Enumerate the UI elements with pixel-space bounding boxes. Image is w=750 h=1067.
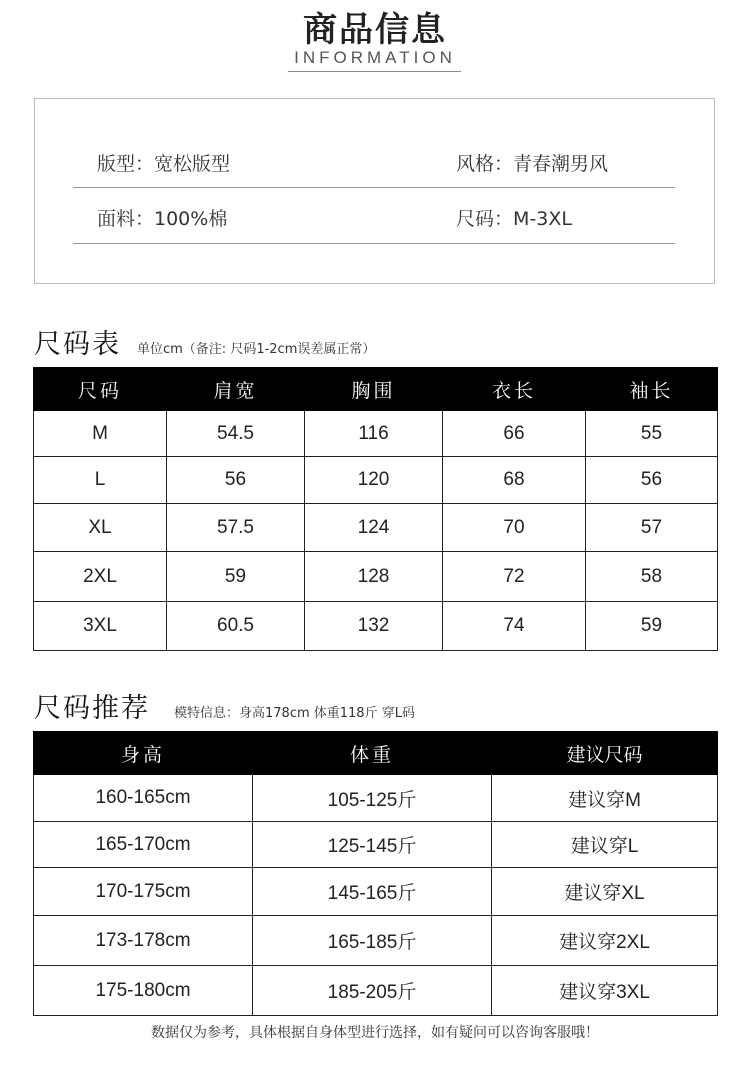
- table-cell: 170-175cm: [34, 868, 253, 916]
- table-cell: 125-145斤: [253, 822, 492, 868]
- table-cell: M: [34, 411, 167, 457]
- table-cell: 74: [443, 602, 586, 651]
- table-row: [34, 552, 718, 602]
- info-fabric: 面料：100%棉: [97, 208, 228, 230]
- page-subtitle: INFORMATION: [294, 48, 456, 67]
- table-row: [34, 602, 718, 651]
- table-row: [34, 411, 718, 457]
- table-cell: 165-185斤: [253, 916, 492, 966]
- model-info-note: 模特信息：身高178cm 体重118斤 穿L码: [174, 706, 415, 721]
- table-cell: 124: [305, 504, 443, 552]
- table-cell: 145-165斤: [253, 868, 492, 916]
- table-cell: 56: [586, 457, 718, 504]
- table-cell: 建议穿XL: [492, 868, 718, 916]
- table-cell: 建议穿L: [492, 822, 718, 868]
- table-cell: 68: [443, 457, 586, 504]
- column-header: 尺码: [34, 368, 167, 411]
- size-recommend-title: 尺码推荐: [34, 693, 150, 724]
- table-cell: 165-170cm: [34, 822, 253, 868]
- table-cell: 54.5: [167, 411, 305, 457]
- table-row: [34, 966, 718, 1016]
- table-cell: 72: [443, 552, 586, 602]
- table-cell: XL: [34, 504, 167, 552]
- info-divider: [73, 243, 675, 244]
- table-cell: 120: [305, 457, 443, 504]
- table-row: [34, 457, 718, 504]
- table-cell: 56: [167, 457, 305, 504]
- table-cell: 建议穿3XL: [492, 966, 718, 1016]
- table-header-row: [34, 368, 718, 411]
- table-row: [34, 822, 718, 868]
- table-row: [34, 504, 718, 552]
- table-cell: 160-165cm: [34, 775, 253, 822]
- table-cell: 57.5: [167, 504, 305, 552]
- table-cell: 3XL: [34, 602, 167, 651]
- table-cell: 173-178cm: [34, 916, 253, 966]
- table-cell: 60.5: [167, 602, 305, 651]
- column-header: 衣长: [443, 368, 586, 411]
- info-fit: 版型：宽松版型: [97, 153, 231, 175]
- size-chart-note: 单位cm（备注: 尺码1-2cm误差属正常）: [137, 342, 376, 357]
- column-header: 袖长: [586, 368, 718, 411]
- column-header: 胸围: [305, 368, 443, 411]
- column-header: 建议尺码: [492, 732, 718, 775]
- table-cell: 59: [167, 552, 305, 602]
- table-cell: 116: [305, 411, 443, 457]
- info-divider: [73, 187, 675, 188]
- table-cell: L: [34, 457, 167, 504]
- info-size: 尺码：M-3XL: [456, 208, 572, 230]
- table-cell: 2XL: [34, 552, 167, 602]
- table-cell: 57: [586, 504, 718, 552]
- table-cell: 建议穿M: [492, 775, 718, 822]
- table-row: [34, 916, 718, 966]
- table-cell: 建议穿2XL: [492, 916, 718, 966]
- column-header: 肩宽: [167, 368, 305, 411]
- table-cell: 58: [586, 552, 718, 602]
- table-cell: 66: [443, 411, 586, 457]
- table-cell: 105-125斤: [253, 775, 492, 822]
- info-style: 风格：青春潮男风: [456, 153, 609, 175]
- table-cell: 132: [305, 602, 443, 651]
- table-cell: 70: [443, 504, 586, 552]
- size-chart-table: [33, 367, 718, 651]
- size-recommend-table: [33, 731, 718, 1016]
- size-chart-title: 尺码表: [34, 329, 121, 360]
- table-cell: 128: [305, 552, 443, 602]
- header-divider: [288, 71, 461, 72]
- table-row: [34, 868, 718, 916]
- disclaimer-note: 数据仅为参考，具体根据自身体型进行选择，如有疑问可以咨询客服哦！: [151, 1025, 599, 1041]
- table-cell: 175-180cm: [34, 966, 253, 1016]
- column-header: 体重: [253, 732, 492, 775]
- table-cell: 59: [586, 602, 718, 651]
- page-title: 商品信息: [303, 10, 447, 50]
- table-header-row: [34, 732, 718, 775]
- table-cell: 185-205斤: [253, 966, 492, 1016]
- column-header: 身高: [34, 732, 253, 775]
- table-row: [34, 775, 718, 822]
- table-cell: 55: [586, 411, 718, 457]
- product-info-box: [34, 98, 715, 284]
